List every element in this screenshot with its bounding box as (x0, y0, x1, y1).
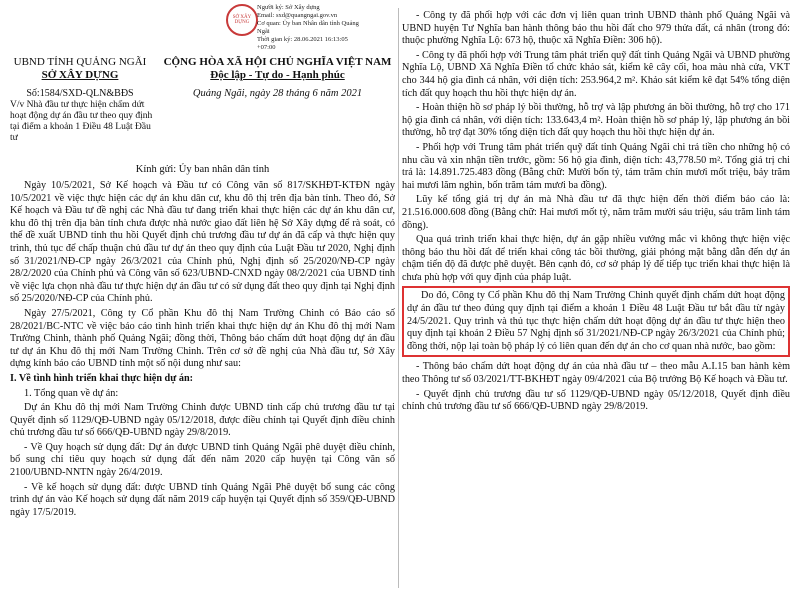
paragraph: Dự án Khu đô thị mới Nam Trường Chinh được UBND tỉnh cấp chủ trương đầu tư tại Quyết định số 1129/QĐ-UBND ngày 05/12/2018, được điều chỉnh tại Quyết định điều chỉnh chủ trương đầu tư số 666/QĐ-UBND ngày 29/8/2019. (10, 402, 395, 439)
paragraph: Ngày 10/5/2021, Sở Kế hoạch và Đầu tư có Công văn số 817/SKHĐT-KTĐN ngày 10/5/2021 về việc thực hiện các dự án khu dân cư, khu đô thị trên địa bàn tỉnh. Theo đó, Sở Kế hoạch và Đầu tư đề nghị các Nhà đầu tư đang triển khai thực hiện các dự án khu dân cư, khu đô thị trên địa bàn tỉnh chưa được nhà nước giao đất liên hệ Sở Xây dựng để rà soát, có thể đề xuất UBND tỉnh thu hồi Quyết định chủ trương đầu tư dự án đã cấp và thực hiện quy trình, thủ tục để chấp thuận chủ đầu tư dự án theo quy định của Luật Đầu tư 2020, Nghị định số 31/2021/NĐ-CP ngày 26/3/2021 của Chính phủ, Nghị định số 25/2020/NĐ-CP ngày 28/2/2020 của Chính phủ và Công văn số 623/UBND-CNXD ngày 08/2/2021 của UBND tỉnh về việc lựa chọn nhà đầu tư thực hiện dự án đầu tư có sử dụng đất theo quy định tại Nghị định số 25/2020/NĐ-CP của Chính phủ. (10, 180, 395, 305)
paragraph: Qua quá trình triển khai thực hiện, dự án gặp nhiều vướng mắc vì không thực hiện việc thông báo thu hồi đất để triển khai công tác bồi thường, giải phóng mặt bằng dẫn đến dự án chậm tiến độ đã được phê duyệt. Bên cạnh đó, cơ sở pháp lý để tiếp tục triển khai thực hiện là chưa phù hợp với quy định của pháp luật. (402, 234, 790, 283)
column-divider (398, 8, 399, 588)
paragraph: - Quyết định chủ trương đầu tư số 1129/QĐ-UBND ngày 05/12/2018, Quyết định điều chỉnh chủ trương đầu tư số 666/QĐ-UBND ngày 29/8/2019. (402, 388, 790, 413)
org-province: UBND TỈNH QUẢNG NGÃI (13, 56, 147, 68)
signature-line: Cơ quan: Ủy ban Nhân dân tỉnh Quảng (257, 20, 359, 27)
paragraph: Lũy kế tổng giá trị dự án mà Nhà đầu tư đã thực hiện đến thời điểm báo cáo là: 21.516.000.608 đồng (Bằng chữ: Hai mươi mốt tỷ, năm trăm mười sáu triệu, sáu trăm linh tám đồng). (402, 194, 790, 231)
signature-line: +07:00 (257, 44, 276, 51)
paragraph: - Về kế hoạch sử dụng đất: được UBND tỉnh Quảng Ngãi Phê duyệt bổ sung các công trình dự án vào Kế hoạch sử dụng đất năm 2019 cấp huyện tại Quyết định số 359/QĐ-UBND ngày 17/5/2019. (10, 481, 395, 518)
left-column (10, 0, 395, 596)
paragraph: - Phối hợp với Trung tâm phát triển quỹ đất tỉnh Quảng Ngãi chi trả tiền cho những hộ có nhu cầu và xin nhận tiền trước, gồm: 56 hộ gia đình, diện tích: 43,778.50 m². Tổng giá trị chi trả là: 14.891.725.483 đồng (Bằng chữ: Mười bốn tỷ, tám trăm chín mươi mốt triệu, bảy trăm hai mươi lăm nghìn, bốn trăm tám mươi ba đồng). (402, 141, 790, 191)
signature-line: Email: sxd@quangngai.gov.vn (257, 12, 338, 19)
highlighted-paragraph (402, 286, 790, 357)
issuing-organization (10, 56, 150, 82)
left-body (10, 180, 395, 521)
signature-line: Thời gian ký: 28.06.2021 16:13:05 (257, 36, 348, 43)
paragraph: Ngày 27/5/2021, Công ty Cổ phần Khu đô thị Nam Trường Chinh có Báo cáo số 28/2021/BC-NTC về việc báo cáo tình hình triển khai thực hiện dự án Khu đô thị mới Nam Trường Chinh, thành phố Quảng Ngãi; đồng thời, Thông báo chấm dứt hoạt động dự án đầu tư dự án Khu đô thị mới Nam Trường Chinh. Trên cơ sở đề nghị của Nhà đầu tư, Sở Xây dựng kính báo cáo UBND tỉnh một số nội dung như sau: (10, 307, 395, 370)
highlight-text: Do đó, Công ty Cổ phần Khu đô thị Nam Trường Chinh quyết định chấm dứt hoạt động dự án đầu tư theo đúng quy định tại điểm a khoản 1 Điều 48 Luật Đầu tư bắt đầu từ ngày 24/5/2021. Quy trình và thủ tục thực hiện chấm dứt hoạt động dự án đầu tư thực hiện theo quy định tại khoản 2 Điều 57 Nghị định số 31/2021/NĐ-CP ngày 26/3/2021 của Chính phủ; đồng thời, nộp lại toàn bộ pháp lý có liên quan đến dự án cho cơ quan nhà nước, bao gồm: (407, 290, 785, 352)
national-header (160, 56, 395, 82)
paragraph: - Công ty đã phối hợp với Trung tâm phát triển quỹ đất tỉnh Quảng Ngãi và UBND phường Nghĩa Lộ, UBND Xã Nghĩa Điền tổ chức khảo sát, kiểm kê cây cối, hoa màu nhà cửa, VKT cho 344 hộ gia đình cá nhân, với diện tích: 253.964,2 m². Khảo sát kiểm kê đạt 54% tổng diện tích đất quy hoạch thu hồi thực hiện dự án. (402, 49, 790, 99)
document-date: Quảng Ngãi, ngày 28 tháng 6 năm 2021 (192, 88, 363, 99)
document-number: Số:1584/SXD-QLN&BĐS (26, 88, 134, 99)
document-subject: V/v Nhà đầu tư thực hiện chấm dứt hoạt động dự án đầu tư theo quy định tại điểm a khoản 1 Điều 48 Luật Đầu tư (10, 100, 153, 143)
org-department: SỞ XÂY DỰNG (41, 69, 119, 81)
paragraph: - Công ty đã phối hợp với các đơn vị liên quan trình UBND thành phố Quảng Ngãi và UBND huyện Tư Nghĩa ban hành thông báo thu hồi đất cho 979 thửa đất, cá nhân (trong đó: thuộc phường Nghĩa Lộ: 673 hộ, thuộc xã Nghĩa Điền: 306 hộ). (402, 10, 790, 47)
signature-line: Ngãi (257, 28, 270, 35)
digital-signature-block (257, 4, 407, 52)
seal-stamp-icon (226, 4, 258, 36)
signature-line: Người ký: Sở Xây dựng (257, 4, 320, 11)
stamp-text: SỞ XÂY DỰNG (232, 15, 252, 25)
right-body (402, 10, 790, 416)
subsection-heading: 1. Tổng quan về dự án: (24, 387, 119, 399)
paragraph: - Hoàn thiện hồ sơ pháp lý bồi thường, hỗ trợ và lập phương án bồi thường, hỗ trợ cho 171 hộ gia đình cá nhân, với diện tích: 133.643,4 m². Hoàn thiện hồ sơ pháp lý, lập phương án bồi thường, hỗ trợ đạt 30% tổng diện tích đất quy hoạch thu hồi thực hiện dự án. (402, 102, 790, 139)
nation-title: CỘNG HÒA XÃ HỘI CHỦ NGHĨA VIỆT NAM (163, 56, 392, 68)
paragraph: - Về Quy hoạch sử dụng đất: Dự án được UBND tỉnh Quảng Ngãi phê duyệt điều chỉnh, bổ sung chỉ tiêu quy hoạch sử dụng đất đến năm 2020 cấp huyện tại Công văn số 2100/UBND-NNTN ngày 26/4/2019. (10, 441, 395, 479)
recipient-greeting: Kính gửi: Ủy ban nhân dân tỉnh (135, 164, 270, 175)
nation-motto: Độc lập - Tự do - Hạnh phúc (210, 69, 345, 81)
right-column (402, 0, 790, 596)
section-heading: I. Về tình hình triển khai thực hiện dự án: (10, 372, 194, 384)
paragraph: - Thông báo chấm dứt hoạt động dự án của nhà đầu tư – theo mẫu A.I.15 ban hành kèm theo Thông tư số 03/2021/TT-BKHĐT ngày 09/4/2021 của Bộ trưởng Bộ Kế hoạch và Đầu tư. (402, 361, 790, 386)
